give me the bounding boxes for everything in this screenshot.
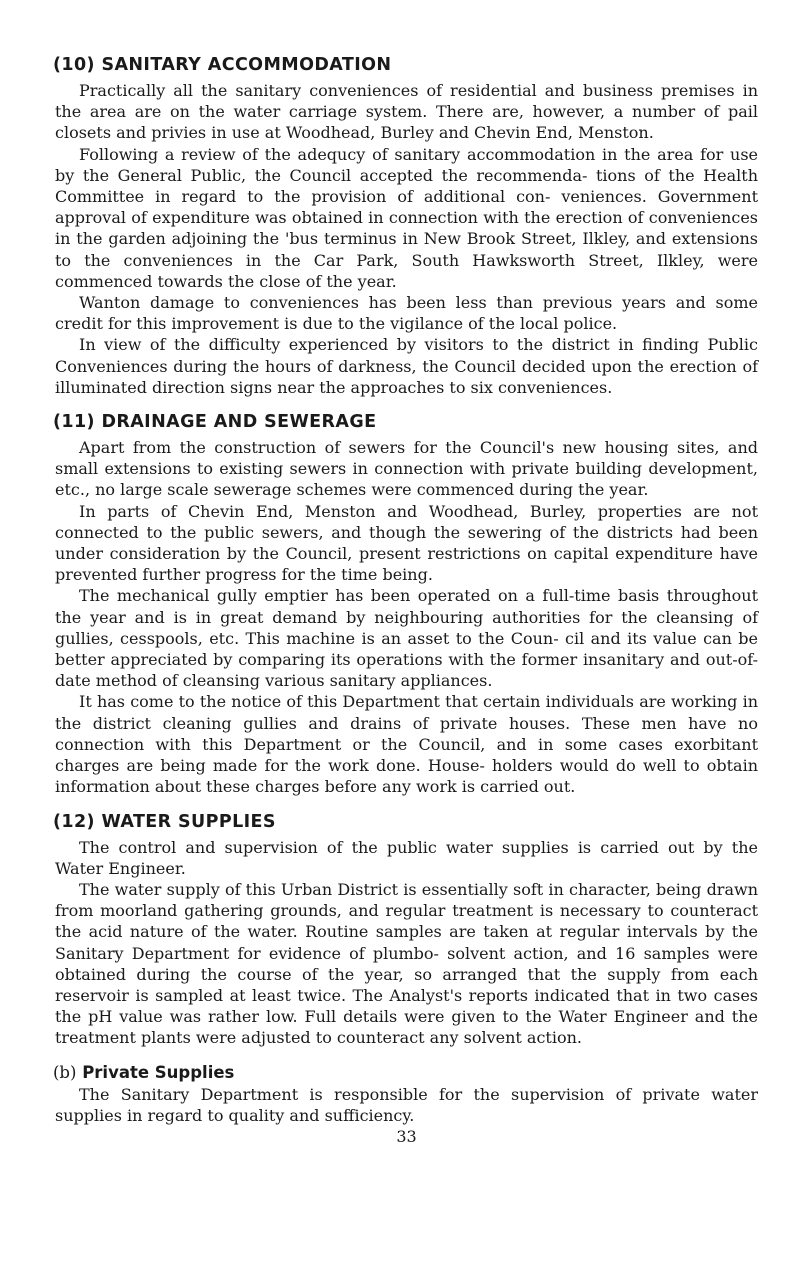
subsection-title: Private Supplies [82, 1062, 235, 1082]
paragraph: The mechanical gully emptier has been operated on a full-time basis throughout the year and is in great demand by neighbouring authorities for the cleansing of gullies, cesspools, etc. This machine is an asset to the Coun- cil and its value can be better appreciated by comparing its operations with the former insanitary and out-of-date method of cleansing various sanitary appliances. [55, 586, 758, 691]
paragraph: In parts of Chevin End, Menston and Woodhead, Burley, properties are not connected to the public sewers, and though the sewering of the districts had been under consideration by the Council, present restrictions on capital expenditure have prevented further progress for the time being. [55, 501, 758, 585]
paragraph: Wanton damage to conveniences has been less than previous years and some credit for this improvement is due to the vigilance of the local police. [55, 293, 758, 334]
subsection-number: (b) [53, 1062, 77, 1082]
paragraph: The control and supervision of the public water supplies is carried out by the Water Engineer. [55, 837, 758, 878]
section-sanitary-accommodation [55, 54, 758, 398]
section-water-supplies [55, 811, 758, 1049]
subsection-private-supplies [55, 1062, 758, 1126]
paragraph: The Sanitary Department is responsible for the supervision of private water supplies in regard to quality and sufficiency. [55, 1084, 758, 1125]
section-heading: (11) DRAINAGE AND SEWERAGE [53, 412, 377, 433]
paragraph: Practically all the sanitary conveniences of residential and business premises in the area are on the water carriage system. There are, however, a number of pail closets and privies in use at Woodhead, Burley and Chevin End, Menston. [55, 81, 758, 143]
paragraph: Apart from the construction of sewers for the Council's new housing sites, and small extensions to existing sewers in connection with private building development, etc., no large scale sewerage schemes were commenced during the year. [55, 438, 758, 500]
section-heading: (10) SANITARY ACCOMMODATION [53, 55, 392, 75]
paragraph: Following a review of the adequcy of sanitary accommodation in the area for use by the General Public, the Council accepted the recommenda- tions of the Health Committee in regard to the provision of additional con- veniences. Government approval of expenditure was obtained in connection with the erection of conveniences in the garden adjoining the 'bus terminus in New Brook Street, Ilkley, and extensions to the conveniences in the Car Park, South Hawksworth Street, Ilkley, were commenced towards the close of the year. [55, 144, 758, 291]
section-heading: (12) WATER SUPPLIES [53, 811, 276, 832]
paragraph: In view of the difficulty experienced by visitors to the district in finding Public Conveniences during the hours of darkness, the Council decided upon the erection of illuminated direction signs near the approaches to six conveniences. [55, 335, 758, 397]
subsection-heading [53, 1062, 758, 1083]
section-drainage-sewerage [55, 411, 758, 797]
page-number: 33 [396, 1126, 417, 1146]
paragraph: It has come to the notice of this Department that certain individuals are working in the district cleaning gullies and drains of private houses. These men have no connection with this Department or the Council, and in some cases exorbitant charges are being made for the work done. House- holders would do well to obtain information about these charges before any work is carried out. [55, 692, 758, 797]
paragraph: The water supply of this Urban District is essentially soft in character, being drawn from moorland gathering grounds, and regular treatment is necessary to counteract the acid nature of the water. Routine samples are taken at regular intervals by the Sanitary Department for evidence of plumbo- solvent action, and 16 samples were obtained during the course of the year, so arranged that the supply from each reservoir is sampled at least twice. The Analyst's reports indicated that in two cases the pH value was rather low. Full details were given to the Water Engineer and the treatment plants were adjusted to counteract any solvent action. [55, 879, 758, 1048]
